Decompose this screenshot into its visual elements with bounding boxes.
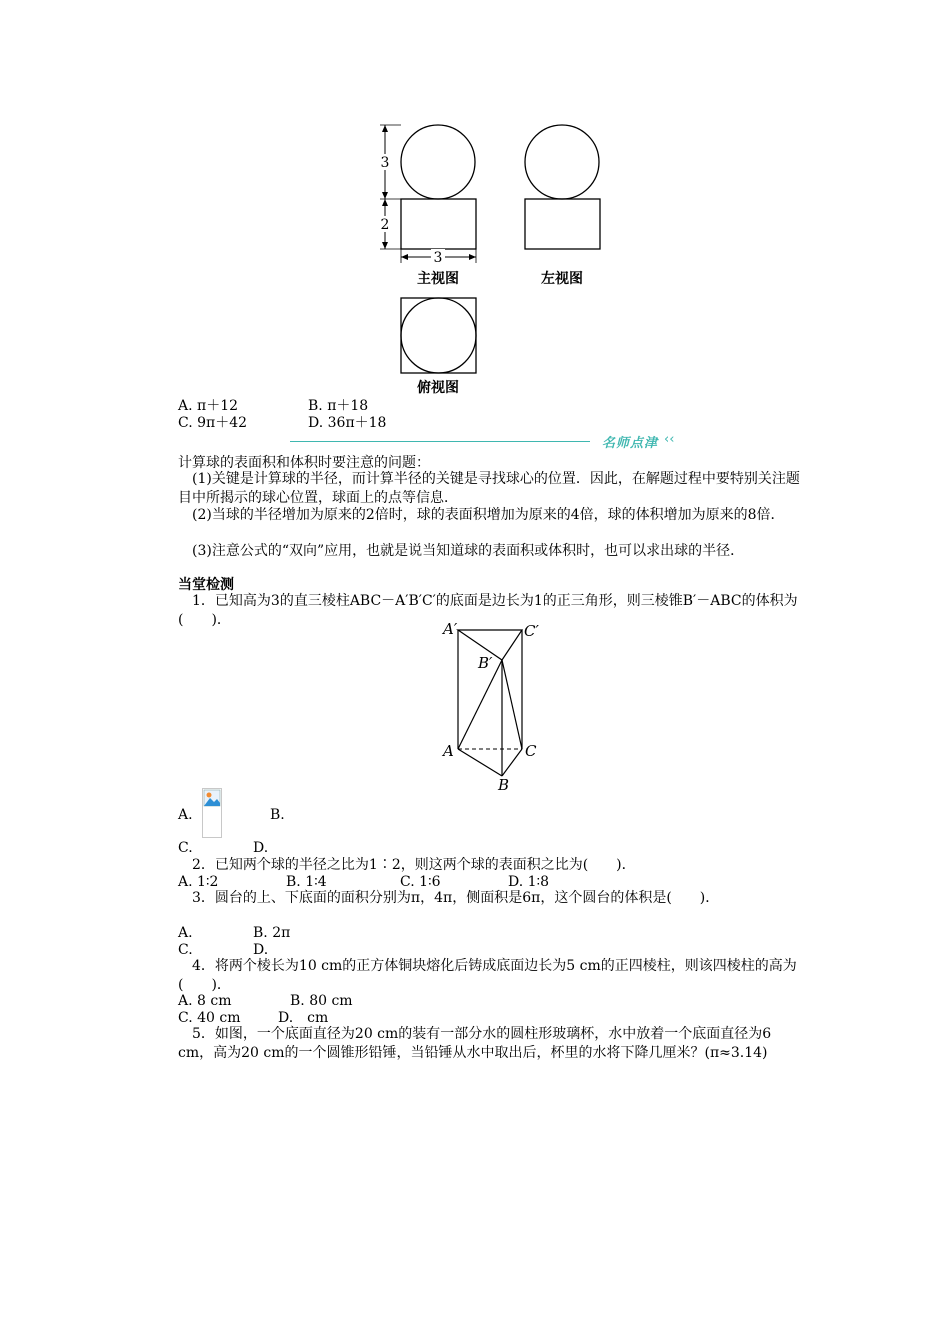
side-view-rect	[525, 199, 600, 249]
q1-option-c: C.	[178, 840, 193, 856]
q2-option-b: B. 1∶4	[286, 874, 327, 890]
banner-arrows-icon: ‹‹	[664, 432, 675, 447]
top-view-label: 俯视图	[417, 380, 459, 396]
q1-option-d: D.	[253, 840, 269, 856]
question-5-text: 5．如图，一个底面直径为20 cm的装有一部分水的圆柱形玻璃杯，水中放着一个底面直径为6 cm，高为20 cm的一个圆锥形铅锤，当铅锤从水中取出后，杯里的水将下降几厘米？(π≈3.14)	[178, 1026, 772, 1061]
prism-figure	[440, 618, 550, 794]
q3-option-a: A.	[178, 925, 193, 941]
dim-width: 3	[433, 250, 443, 266]
prev-options-row-1	[178, 398, 368, 415]
label-b-prime: B′	[478, 654, 493, 672]
label-a-prime: A′	[443, 620, 458, 638]
prev-options-row-2	[178, 415, 386, 432]
prev-option-a: A. π＋12	[178, 398, 239, 414]
banner-title: 名师点津	[602, 436, 659, 451]
q2-option-c: C. 1∶6	[400, 874, 441, 890]
q1-option-a: A.	[178, 807, 193, 823]
dim-height-top: 3	[380, 155, 390, 171]
label-b: B	[498, 776, 510, 794]
broken-image-icon	[203, 789, 221, 807]
q2-option-a: A. 1∶2	[178, 874, 219, 890]
question-2-text: 2．已知两个球的半径之比为1∶2，则这两个球的表面积之比为( )．	[192, 857, 636, 873]
label-c-prime: C′	[524, 622, 539, 640]
prev-option-b: B. π＋18	[308, 398, 369, 414]
label-c: C	[525, 742, 537, 760]
q1-options-row-2	[178, 840, 268, 857]
label-a: A	[443, 742, 454, 760]
banner-line	[290, 441, 590, 442]
q4-option-c: C. 40 cm	[178, 1010, 241, 1026]
tip-banner	[290, 432, 690, 450]
front-view-label: 主视图	[417, 271, 459, 287]
q4-option-b: B. 80 cm	[290, 993, 353, 1009]
question-4-text: 4．将两个棱长为10 cm的正方体铜块熔化后铸成底面边长为5 cm的正四棱柱，则该四棱柱的高为( )．	[178, 958, 797, 993]
prev-option-d: D. 36π＋18	[308, 415, 387, 431]
q2-option-d: D. 1∶8	[508, 874, 550, 890]
prev-option-c: C. 9π＋42	[178, 415, 248, 431]
q4-option-a: A. 8 cm	[178, 993, 232, 1009]
side-view-label: 左视图	[541, 271, 583, 287]
q3-option-c: C.	[178, 942, 193, 958]
tip-paragraph-1: (1)关键是计算球的半径，而计算半径的关键是寻找球心的位置．因此，在解题过程中要特别关注题目中所揭示的球心位置，球面上的点等信息．	[178, 471, 800, 506]
q4-options-row-1	[178, 993, 353, 1010]
q4-option-d: D. cm	[278, 1010, 329, 1026]
question-3-text: 3．圆台的上、下底面的面积分别为π，4π，侧面积是6π，这个圆台的体积是( )．	[192, 890, 720, 906]
q3-options-row-1	[178, 925, 290, 942]
front-view-circle	[401, 125, 475, 199]
tip-title: 计算球的表面积和体积时要注意的问题：	[178, 455, 430, 471]
q1-options-row-1	[178, 807, 285, 824]
dim-height-bottom: 2	[380, 217, 390, 233]
side-view-circle	[525, 125, 599, 199]
tip-paragraph-2: (2)当球的半径增加为原来的2倍时，球的表面积增加为原来的4倍，球的体积增加为原来的8倍．	[192, 507, 785, 523]
three-view-figure	[370, 118, 610, 400]
q3-option-b: B. 2π	[253, 925, 291, 941]
front-view-rect	[401, 199, 476, 249]
tip-paragraph-3: (3)注意公式的“双向”应用，也就是说当知道球的表面积或体积时，也可以求出球的半径．	[192, 543, 745, 559]
question-1-text: 1．已知高为3的直三棱柱ABC－A′B′C′的底面是边长为1的正三角形，则三棱锥B′－ABC的体积为( )．	[178, 593, 798, 628]
section-title: 当堂检测	[178, 577, 234, 593]
q1-option-b: B.	[270, 807, 285, 823]
q3-option-d: D.	[253, 942, 269, 958]
top-view-circle	[401, 298, 476, 373]
